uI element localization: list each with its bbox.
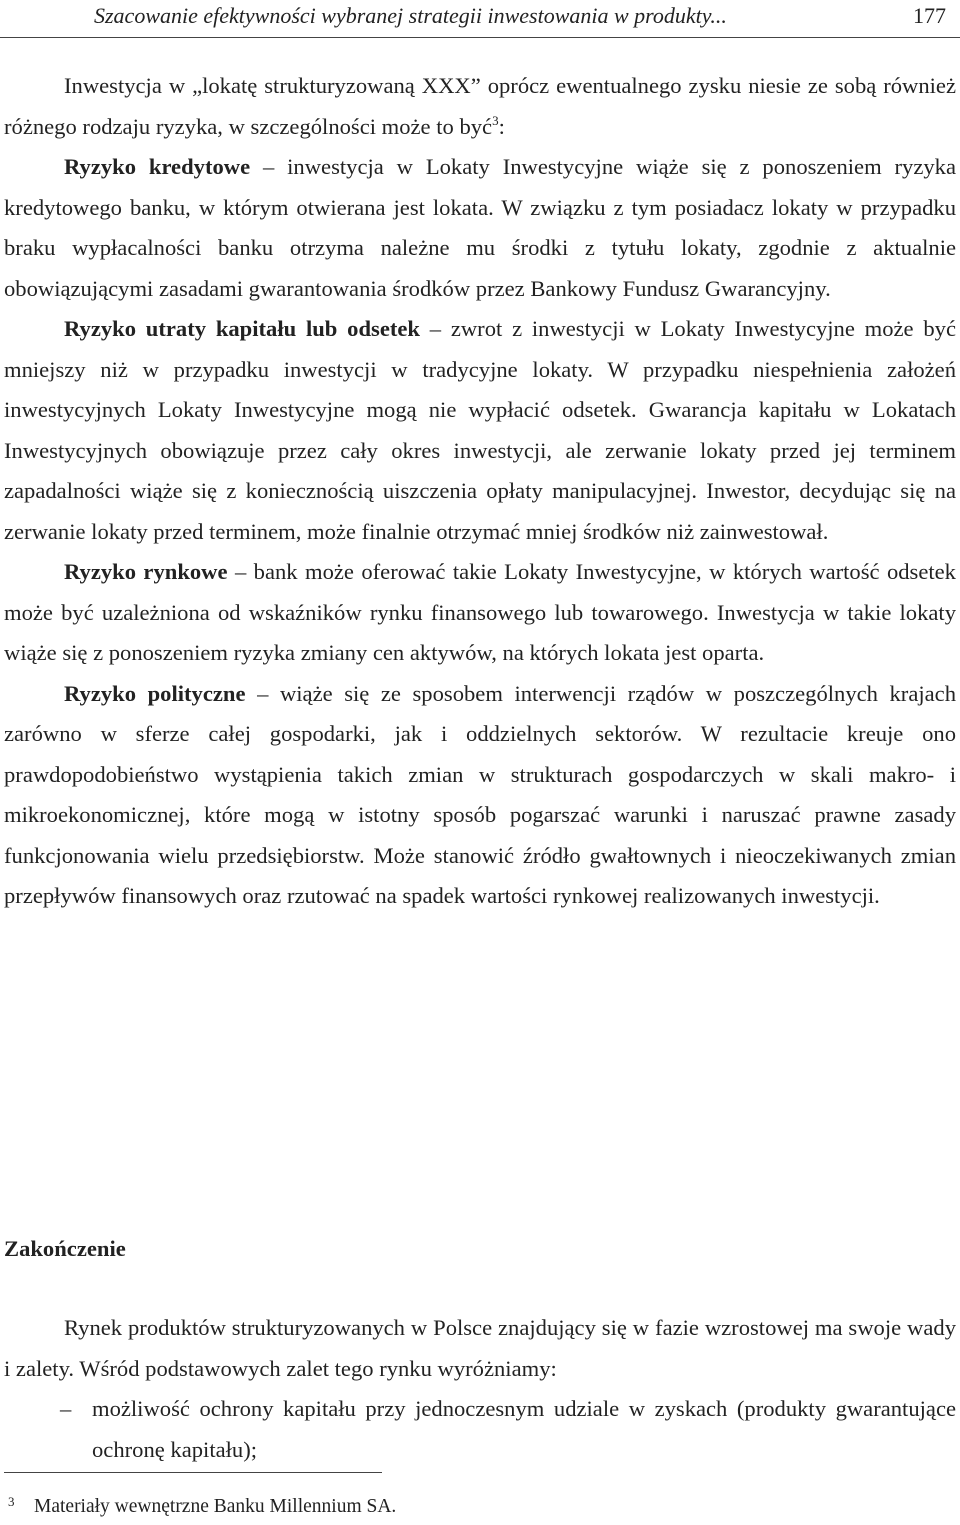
header-rule: [0, 37, 960, 38]
intro-text: Inwestycja w „lokatę strukturyzowaną XXX” oprócz ewentualnego zysku niesie ze sobą również różnego rodzaju ryzyka, w szczególności może to być: [4, 73, 956, 139]
risk-paragraph-political: [4, 674, 956, 917]
risk-text: – zwrot z inwestycji w Lokaty Inwestycyjne może być mniejszy niż w przypadku inwestycji w tradycyjne lokaty. W przypadku niespełnienia założeń inwestycyjnych Lokaty Inwestycyjne mogą nie wypłacić odsetek. Gwarancja kapitału w Lokatach Inwestycyjnych obowiązuje przez cały okres inwestycji, ale zerwanie lokaty przed jej terminem zapadalności wiąże się z koniecznością uiszczenia opłaty manipulacyjnej. Inwestor, decydując się na zerwanie lokaty przed terminem, może finalnie otrzymać mniej środków niż zainwestował.: [4, 316, 956, 544]
footnote-rule: [4, 1472, 382, 1473]
conclusion-section: [4, 1308, 956, 1470]
list-item-text: możliwość ochrony kapitału przy jednoczesnym udziale w zyskach (produkty gwarantujące ochronę kapitału);: [92, 1396, 956, 1462]
risk-term: Ryzyko kredytowe: [64, 154, 251, 179]
risk-term: Ryzyko utraty kapitału lub odsetek: [64, 316, 420, 341]
running-head: [94, 2, 946, 32]
risk-paragraph-market: [4, 552, 956, 674]
risk-text: – bank może oferować takie Lokaty Inwestycyjne, w których wartość odsetek może być uzależniona od wskaźników rynku finansowego lub towarowego. Inwestycja w takie lokaty wiąże się z ponoszeniem ryzyka zmiany cen aktywów, na których lokata jest oparta.: [4, 559, 956, 665]
risk-paragraph-credit: [4, 147, 956, 309]
footnote: [8, 1493, 397, 1521]
footnote-reference: 3: [492, 112, 499, 128]
footnote-text: Materiały wewnętrzne Banku Millennium SA.: [34, 1496, 397, 1517]
risk-term: Ryzyko rynkowe: [64, 559, 228, 584]
list-item: [4, 1389, 956, 1470]
intro-tail: :: [498, 113, 505, 139]
intro-paragraph: [4, 66, 956, 147]
running-head-title: Szacowanie efektywności wybranej strategii inwestowania w produkty...: [94, 3, 727, 28]
risk-text: – wiąże się ze sposobem interwencji rządów w poszczególnych krajach zarówno w sferze całej gospodarki, jak i oddzielnych sektorów. W rezultacie kreuje ono prawdopodobieństwo wystąpienia takich zmian w strukturach gospodarczych w skali makro- i mikroekonomicznej, które mogą w istotny sposób pogarszać warunki i naruszać prawne zasady funkcjonowania wielu przedsiębiorstw. Może stanowić źródło gwałtownych i nieoczekiwanych zmian przepływów finansowych oraz rzutować na spadek wartości rynkowej realizowanych inwestycji.: [4, 680, 956, 908]
section-heading: Zakończenie: [4, 1236, 126, 1261]
advantages-list: [4, 1389, 956, 1470]
risk-term: Ryzyko polityczne: [64, 680, 246, 706]
risk-text: – inwestycja w Lokaty Inwestycyjne wiąże się z ponoszeniem ryzyka kredytowego banku, w którym otwierana jest lokata. W związku z tym posiadacz lokaty w przypadku braku wypłacalności banku otrzyma należne mu środki z tytułu lokaty, zgodnie z aktualnie obowiązującymi zasadami gwarantowania środków przez Bankowy Fundusz Gwarancyjny.: [4, 154, 956, 301]
risk-paragraph-capital-loss: [4, 309, 956, 552]
list-dash: –: [60, 1396, 72, 1421]
page-number: 177: [913, 3, 946, 28]
main-text: [4, 66, 956, 917]
footnote-mark: 3: [8, 1494, 15, 1509]
conclusion-paragraph: Rynek produktów strukturyzowanych w Polsce znajdujący się w fazie wzrostowej ma swoje wady i zalety. Wśród podstawowych zalet tego rynku wyróżniamy:: [4, 1315, 956, 1381]
